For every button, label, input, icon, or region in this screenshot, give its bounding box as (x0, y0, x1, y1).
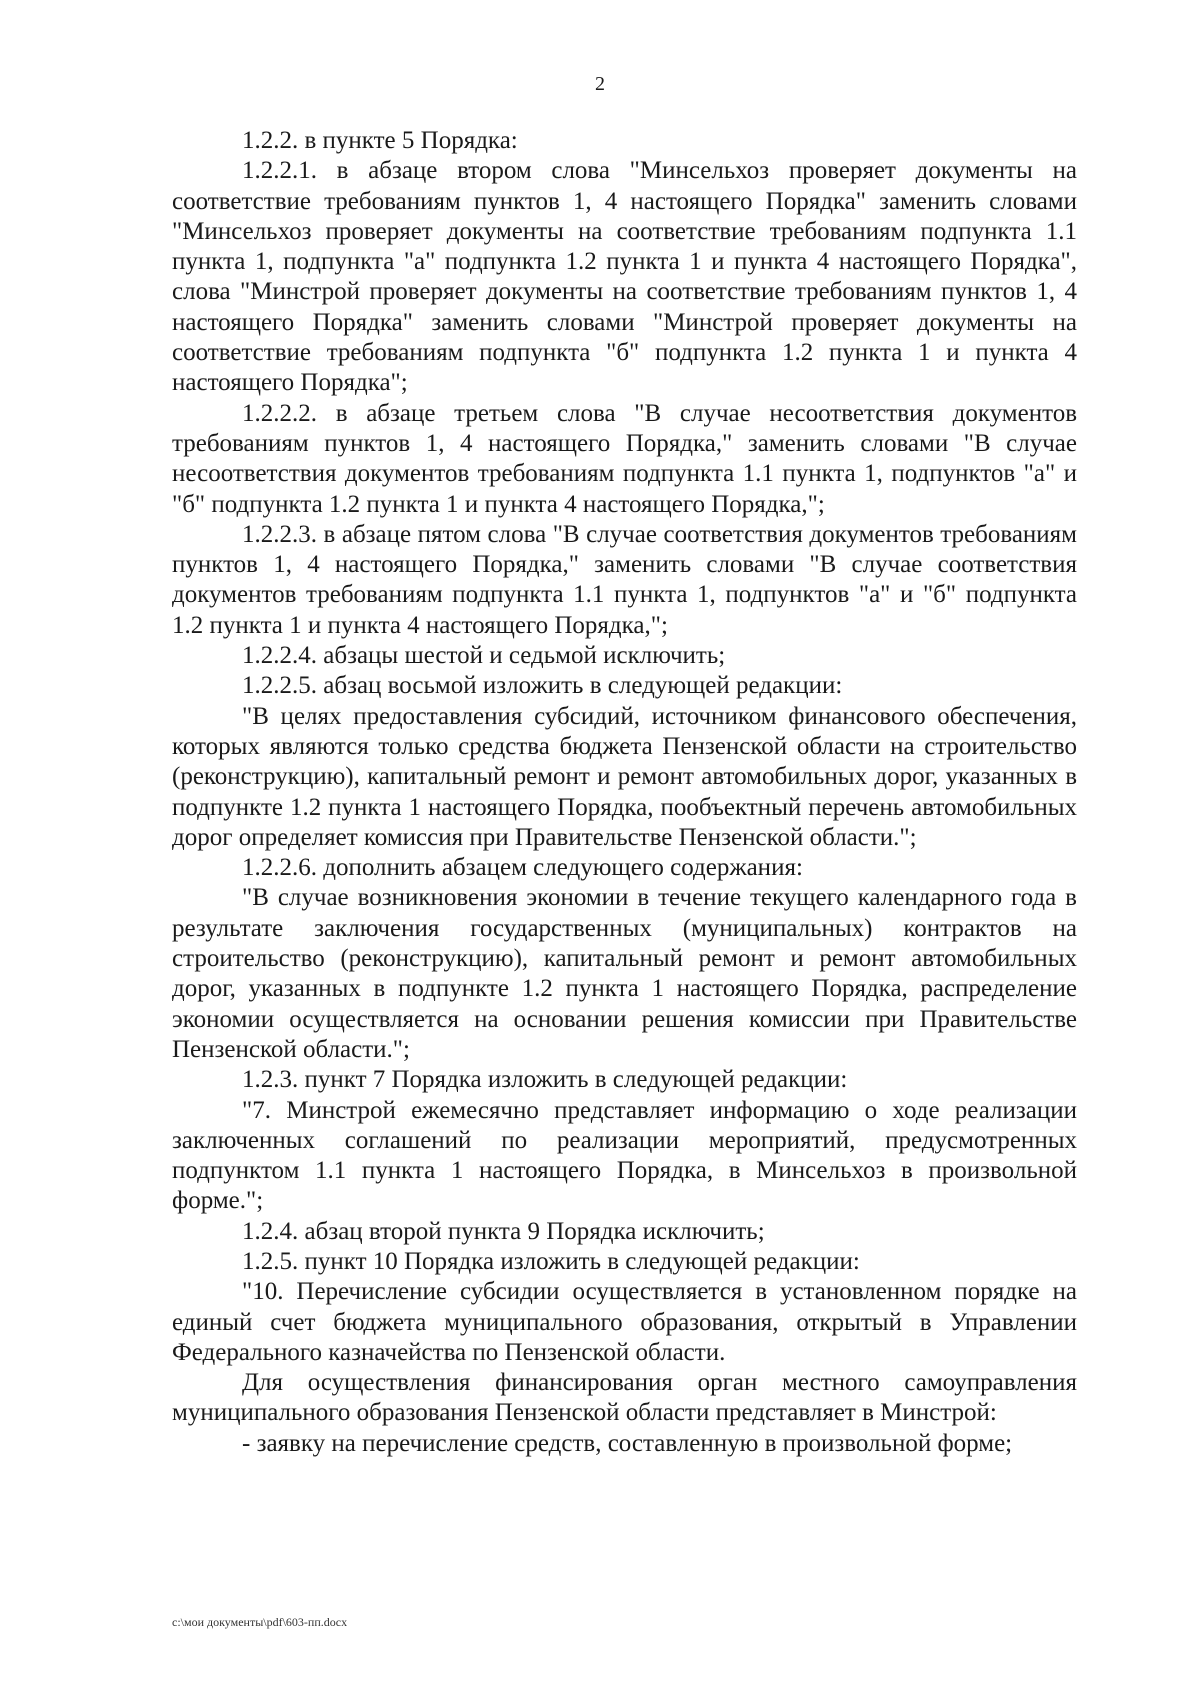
paragraph-1-2-2-5: 1.2.2.5. абзац восьмой изложить в следующей редакции: (242, 672, 843, 700)
paragraph-1-2-2-6: 1.2.2.6. дополнить абзацем следующего содержания: (242, 854, 803, 882)
footer-file-path: c:\мои документы\pdf\603-пп.docx (172, 1615, 348, 1629)
paragraph-1-2-2-1: 1.2.2.1. в абзаце втором слова "Минсельхоз проверяет документы на соответствие требованиям пунктов 1, 4 настоящего Порядка" заменить словами "Минсельхоз проверяет документы на соответствие требованиям подпункта 1.1 пункта 1, подпункта "а" подпункта 1.2 пункта 1 и пункта 4 настоящего Порядка", слова "Минстрой проверяет документы на соответствие требованиям пунктов 1, 4 настоящего Порядка" заменить словами "Минстрой проверяет документы на соответствие требованиям подпункта "б" подпункта 1.2 пункта 1 и пункта 4 настоящего Порядка"; (172, 157, 1077, 397)
paragraph-quote-subsidies: "В целях предоставления субсидий, источником финансового обеспечения, которых являются только средства бюджета Пензенской области на строительство (реконструкцию), капитальный ремонт и ремонт автомобильных дорог, указанных в подпункте 1.2 пункта 1 настоящего Порядка, пообъектный перечень автомобильных дорог определяет комиссия при Правительстве Пензенской области."; (172, 702, 1077, 851)
document-body (172, 126, 1077, 1459)
paragraph-financing: Для осуществления финансирования орган местного самоуправления муниципального образования Пензенской области представляет в Минстрой: (172, 1369, 1077, 1427)
paragraph-quote-point-7: "7. Минстрой ежемесячно представляет информацию о ходе реализации заключенных соглашений по реализации мероприятий, предусмотренных подпунктом 1.1 пункта 1 настоящего Порядка, в Минсельхоз в произвольной форме."; (172, 1096, 1077, 1215)
paragraph-1-2-3: 1.2.3. пункт 7 Порядка изложить в следующей редакции: (242, 1066, 848, 1094)
paragraph-1-2-2-3: 1.2.2.3. в абзаце пятом слова "В случае соответствия документов требованиям пунктов 1, 4 настоящего Порядка," заменить словами "В случае соответствия документов требованиям подпункта 1.1 пункта 1, подпунктов "а" и "б" подпункта 1.2 пункта 1 и пункта 4 настоящего Порядка,"; (172, 520, 1077, 639)
page-number: 2 (595, 73, 605, 95)
paragraph-1-2-2: 1.2.2. в пункте 5 Порядка: (242, 127, 518, 154)
paragraph-1-2-2-2: 1.2.2.2. в абзаце третьем слова "В случае несоответствия документов требованиям пунктов 1, 4 настоящего Порядка," заменить словами "В случае несоответствия документов требованиям подпункта 1.1 пункта 1, подпунктов "а" и "б" подпункта 1.2 пункта 1 и пункта 4 настоящего Порядка,"; (172, 399, 1077, 518)
paragraph-list-item-request: - заявку на перечисление средств, составленную в произвольной форме; (242, 1429, 1013, 1457)
paragraph-quote-economy: "В случае возникновения экономии в течение текущего календарного года в результате заключения государственных (муниципальных) контрактов на строительство (реконструкцию), капитальный ремонт и ремонт автомобильных дорог, указанных в подпункте 1.2 пункта 1 настоящего Порядка, распределение экономии осуществляется на основании решения комиссии при Правительстве Пензенской области."; (172, 884, 1077, 1063)
paragraph-1-2-5: 1.2.5. пункт 10 Порядка изложить в следующей редакции: (242, 1247, 860, 1275)
paragraph-quote-point-10: "10. Перечисление субсидии осуществляется в установленном порядке на единый счет бюджета муниципального образования, открытый в Управлении Федерального казначейства по Пензенской области. (172, 1278, 1077, 1366)
paragraph-1-2-4: 1.2.4. абзац второй пункта 9 Порядка исключить; (242, 1217, 765, 1245)
paragraph-1-2-2-4: 1.2.2.4. абзацы шестой и седьмой исключить; (242, 642, 726, 670)
